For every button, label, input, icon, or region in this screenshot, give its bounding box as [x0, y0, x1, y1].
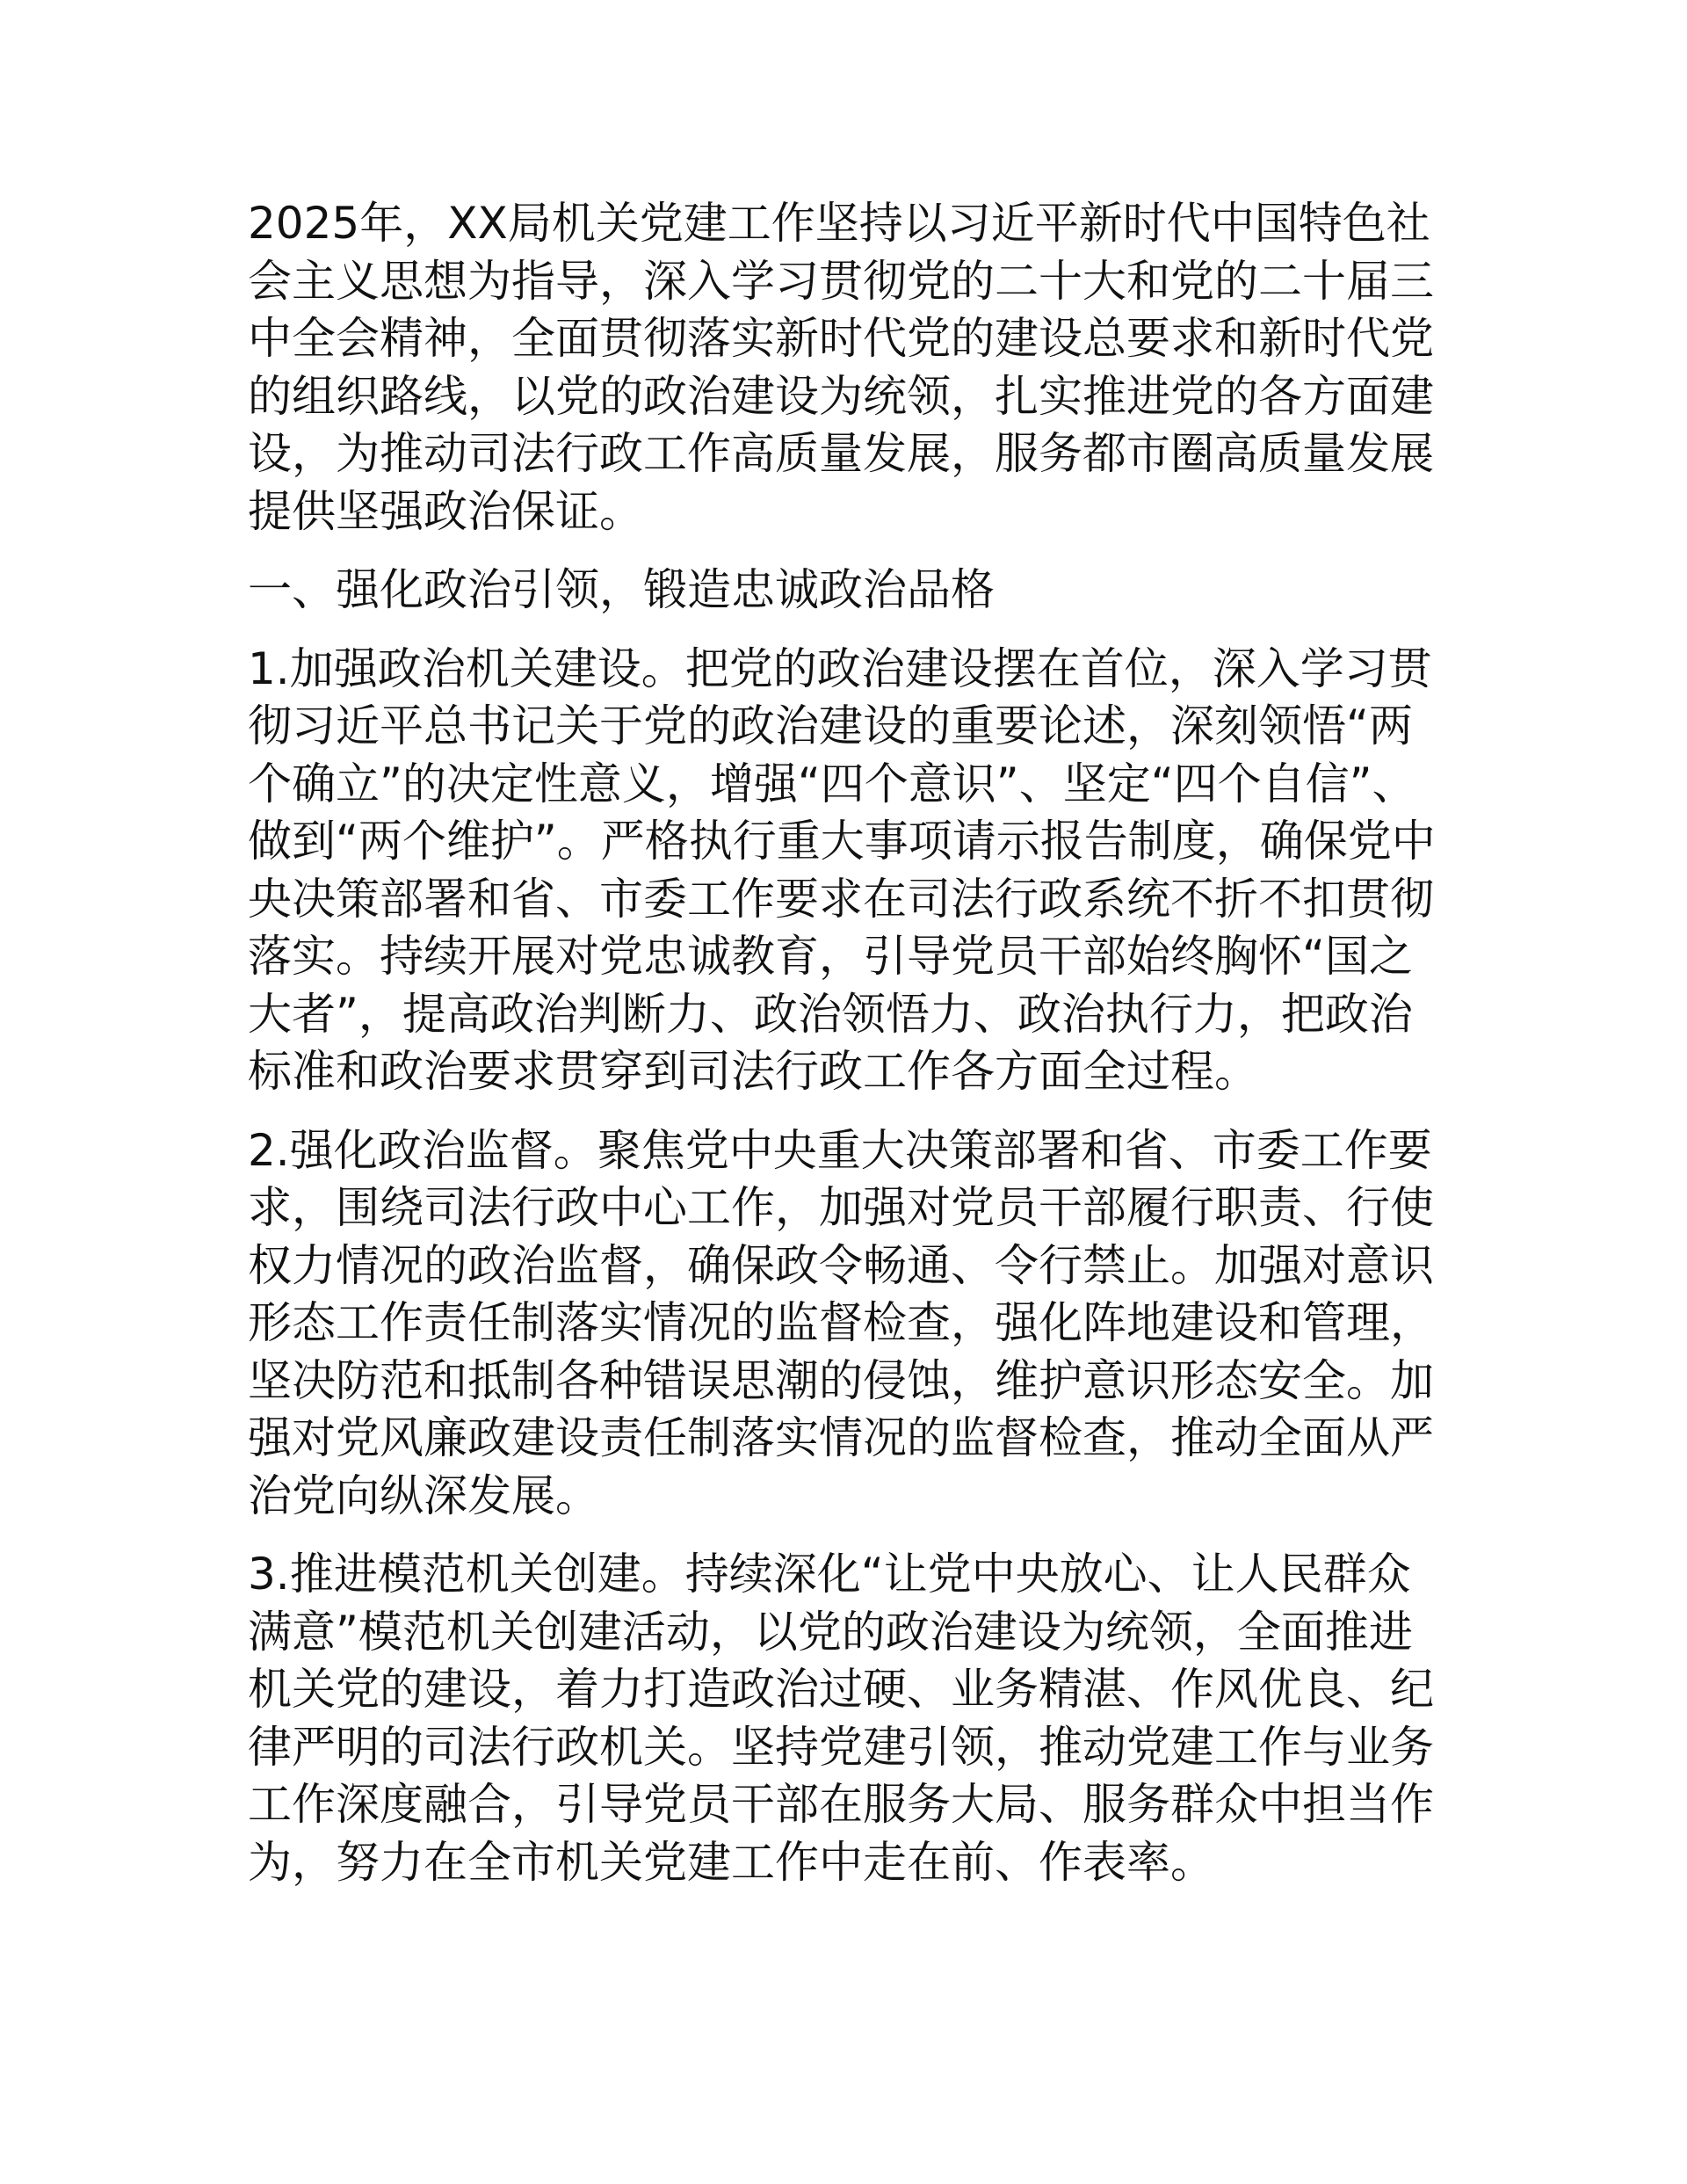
paragraph-item-2: 2.强化政治监督。聚焦党中央重大决策部署和省、市委工作要求，围绕司法行政中心工作，加强对党员干部履行职责、行使权力情况的政治监督，确保政令畅通、令行禁止。加强对意识形态工作责任制落实情况的监督检查，强化阵地建设和管理，坚决防范和抵制各种错误思潮的侵蚀，维护意识形态安全。加强对党风廉政建设责任制落实情况的监督检查，推动全面从严治党向纵深发展。	[248, 1124, 1434, 1521]
intro-paragraph: 2025年，XX局机关党建工作坚持以习近平新时代中国特色社会主义思想为指导，深入学习贯彻党的二十大和党的二十届三中全会精神，全面贯彻落实新时代党的建设总要求和新时代党的组织路线，以党的政治建设为统领，扎实推进党的各方面建设，为推动司法行政工作高质量发展，服务都市圈高质量发展提供坚强政治保证。	[248, 198, 1434, 537]
document-body	[248, 195, 1441, 1912]
paragraph-item-3: 3.推进模范机关创建。持续深化“让党中央放心、让人民群众满意”模范机关创建活动，以党的政治建设为统领，全面推进机关党的建设，着力打造政治过硬、业务精湛、作风优良、纪律严明的司法行政机关。坚持党建引领，推动党建工作与业务工作深度融合，引导党员干部在服务大局、服务群众中担当作为，努力在全市机关党建工作中走在前、作表率。	[248, 1549, 1434, 1888]
paragraph-item-1: 1.加强政治机关建设。把党的政治建设摆在首位，深入学习贯彻习近平总书记关于党的政治建设的重要论述，深刻领悟“两个确立”的决定性意义，增强“四个意识”、坚定“四个自信”、做到“两个维护”。严格执行重大事项请示报告制度，确保党中央决策部署和省、市委工作要求在司法行政系统不折不扣贯彻落实。持续开展对党忠诚教育，引导党员干部始终胸怀“国之大者”，提高政治判断力、政治领悟力、政治执行力，把政治标准和政治要求贯穿到司法行政工作各方面全过程。	[248, 642, 1436, 1097]
section-heading-1: 一、强化政治引领，锻造忠诚政治品格	[248, 564, 995, 615]
